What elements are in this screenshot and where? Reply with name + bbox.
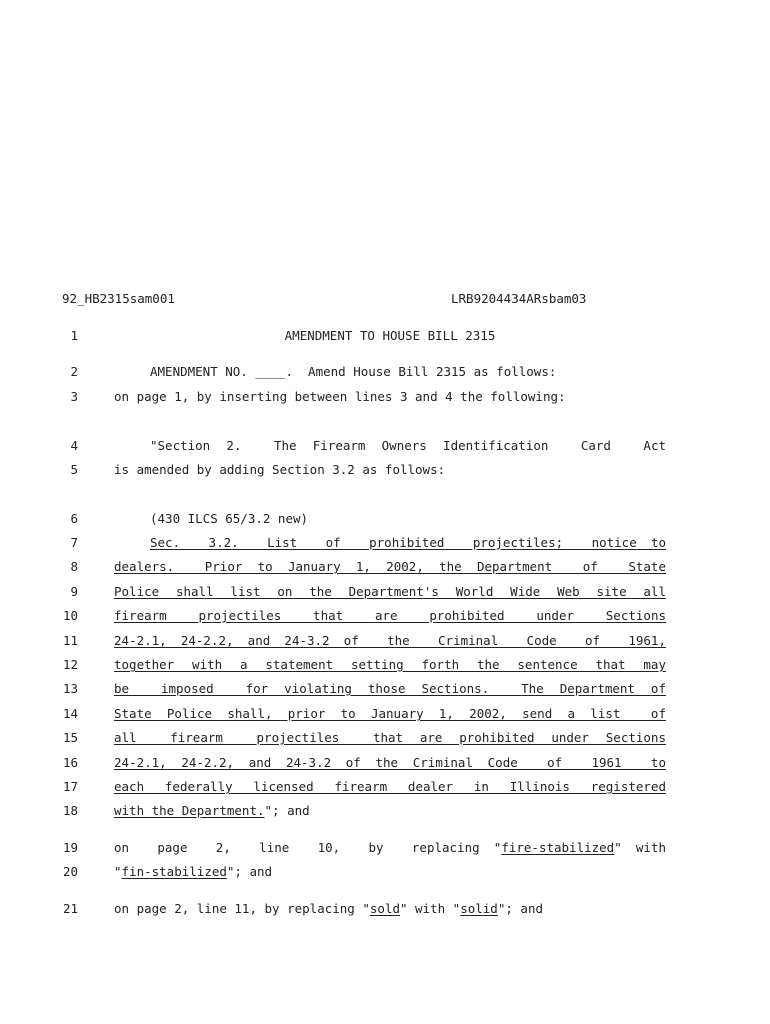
line-number: 9 — [70, 584, 78, 599]
line-number: 8 — [70, 559, 78, 574]
line-9 — [0, 584, 770, 604]
inserted-text: sold — [369, 901, 400, 916]
plain-text: " with — [614, 840, 666, 855]
line-text: on page 1, by inserting between lines 3 and 4 the following: — [114, 389, 566, 404]
line-4 — [0, 438, 770, 458]
line-21 — [0, 901, 770, 921]
line-20 — [0, 864, 770, 884]
line-18 — [0, 803, 770, 823]
line-1 — [0, 328, 770, 348]
line-8 — [0, 559, 770, 579]
line-17 — [0, 779, 770, 799]
line-number: 3 — [70, 389, 78, 404]
line-number: 13 — [62, 681, 78, 696]
line-12 — [0, 657, 770, 677]
inserted-text: dealers. Prior to January 1, 2002, the Department of State — [114, 559, 666, 574]
plain-text: on page 2, line 11, by replacing " — [114, 901, 370, 916]
line-2 — [0, 364, 770, 384]
plain-text: "; and — [264, 803, 310, 818]
inserted-text: State Police shall, prior to January 1, 2002, send a list of — [114, 706, 666, 721]
line-text — [114, 803, 666, 818]
line-6 — [0, 511, 770, 531]
inserted-text: with the Department. — [114, 803, 265, 818]
line-number: 15 — [62, 730, 78, 745]
inserted-text: 24-2.1, 24-2.2, and 24-3.2 of the Criminal Code of 1961 to — [114, 755, 666, 770]
inserted-text: fire-stabilized — [501, 840, 615, 855]
line-14 — [0, 706, 770, 726]
line-number: 1 — [70, 328, 78, 343]
line-text: is amended by adding Section 3.2 as follows: — [114, 462, 446, 477]
header-left: 92_HB2315sam001 — [62, 291, 175, 306]
line-3 — [0, 389, 770, 409]
inserted-text: 24-2.1, 24-2.2, and 24-3.2 of the Criminal Code of 1961, — [114, 633, 666, 648]
line-number: 5 — [70, 462, 78, 477]
line-16 — [0, 755, 770, 775]
line-11 — [0, 633, 770, 653]
header-right: LRB9204434ARsbam03 — [451, 291, 587, 306]
line-number: 16 — [62, 755, 78, 770]
plain-text: on page 2, line 10, by replacing " — [114, 840, 502, 855]
line-10 — [0, 608, 770, 628]
line-text — [114, 535, 666, 550]
line-text — [114, 901, 666, 916]
line-number: 10 — [62, 608, 78, 623]
line-number: 14 — [62, 706, 78, 721]
document-title: AMENDMENT TO HOUSE BILL 2315 — [284, 328, 496, 343]
line-text: AMENDMENT NO. ____. Amend House Bill 2315 as follows: — [150, 364, 557, 379]
plain-text: "; and — [497, 901, 543, 916]
line-number: 21 — [62, 901, 78, 916]
line-number: 12 — [62, 657, 78, 672]
line-text: "Section 2. The Firearm Owners Identification Card Act — [150, 438, 666, 453]
inserted-text: Sec. 3.2. List of prohibited projectiles; notice to — [150, 535, 666, 550]
line-5 — [0, 462, 770, 482]
line-7 — [0, 535, 770, 555]
inserted-text: fin-stabilized — [121, 864, 227, 879]
inserted-text: together with a statement setting forth the sentence that may — [114, 657, 666, 672]
line-number: 11 — [62, 633, 78, 648]
plain-text: " — [114, 864, 122, 879]
inserted-text: Police shall list on the Department's World Wide Web site all — [114, 584, 666, 599]
line-text: (430 ILCS 65/3.2 new) — [150, 511, 309, 526]
plain-text: "; and — [226, 864, 273, 879]
line-number: 2 — [70, 364, 78, 379]
inserted-text: each federally licensed firearm dealer in Illinois registered — [114, 779, 666, 794]
plain-text: " with " — [399, 901, 461, 916]
line-15 — [0, 730, 770, 750]
inserted-text: be imposed for violating those Sections. The Department of — [114, 681, 666, 696]
line-19 — [0, 840, 770, 860]
line-number: 4 — [70, 438, 78, 453]
line-text — [114, 840, 666, 855]
line-number: 6 — [70, 511, 78, 526]
inserted-text: firearm projectiles that are prohibited under Sections — [114, 608, 666, 623]
line-number: 20 — [62, 864, 78, 879]
line-text — [114, 864, 666, 879]
line-number: 7 — [70, 535, 78, 550]
inserted-text: all firearm projectiles that are prohibited under Sections — [114, 730, 666, 745]
line-number: 18 — [62, 803, 78, 818]
line-13 — [0, 681, 770, 701]
line-number: 19 — [62, 840, 78, 855]
inserted-text: solid — [460, 901, 498, 916]
line-number: 17 — [62, 779, 78, 794]
